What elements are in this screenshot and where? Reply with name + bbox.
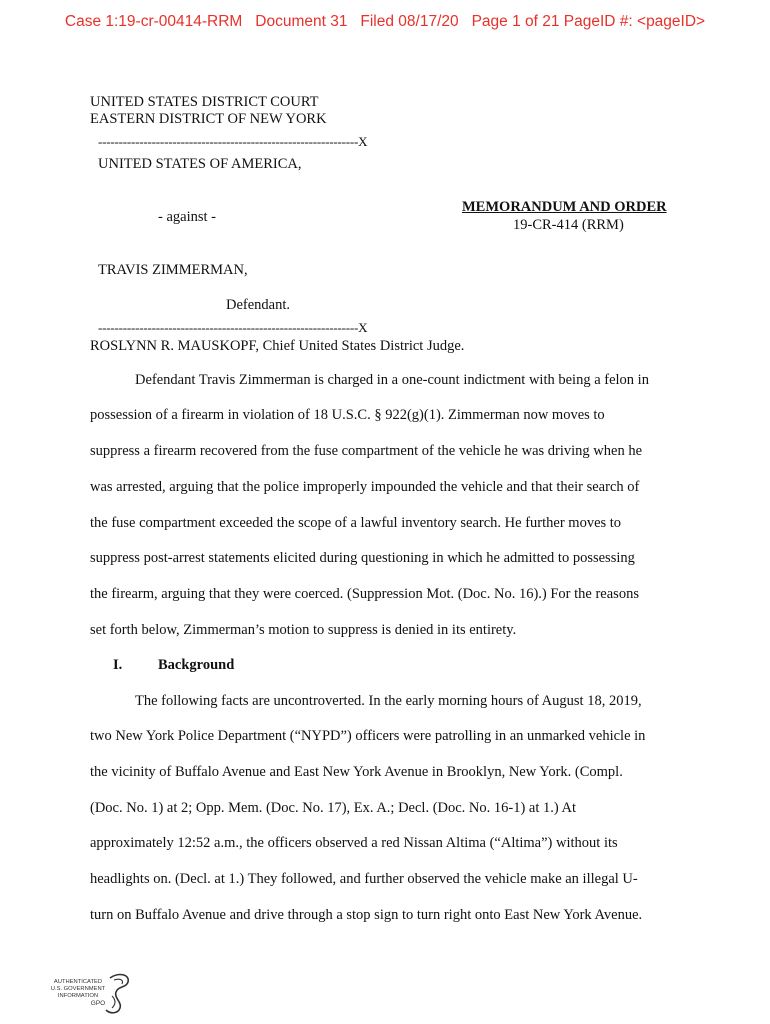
paragraph-line: possession of a firearm in violation of 18 U.S.C. § 922(g)(1). Zimmerman now moves to bbox=[90, 407, 605, 423]
document-number: Document 31 bbox=[255, 13, 348, 30]
paragraph-line: the vicinity of Buffalo Avenue and East New York Avenue in Brooklyn, New York. (Compl. bbox=[90, 764, 623, 780]
court-line-1: UNITED STATES DISTRICT COURT bbox=[90, 94, 319, 110]
paragraph-line: the firearm, arguing that they were coerced. (Suppression Mot. (Doc. No. 16).) For the reasons bbox=[90, 586, 639, 602]
gpo-authentication-seal bbox=[40, 970, 135, 1018]
paragraph-line: the fuse compartment exceeded the scope of a lawful inventory search. He further moves to bbox=[90, 515, 622, 531]
plaintiff-name: UNITED STATES OF AMERICA, bbox=[98, 156, 302, 172]
filing-header bbox=[0, 13, 770, 31]
page-info: Page 1 of 21 PageID #: <pageID> bbox=[471, 13, 706, 30]
seal-line-3: INFORMATION bbox=[57, 993, 99, 999]
section-number: I. bbox=[113, 657, 123, 673]
paragraph-line: turn on Buffalo Avenue and drive through a stop sign to turn right onto East New York Avenue. bbox=[90, 907, 643, 923]
eagle-icon bbox=[106, 975, 128, 1013]
judge-line: ROSLYNN R. MAUSKOPF, Chief United States District Judge. bbox=[90, 338, 465, 354]
docket-number: 19-CR-414 (RRM) bbox=[513, 217, 624, 233]
paragraph-line: set forth below, Zimmerman’s motion to suppress is denied in its entirety. bbox=[90, 622, 517, 638]
paragraph-line: headlights on. (Decl. at 1.) They followed, and further observed the vehicle make an illegal U- bbox=[90, 871, 638, 887]
paragraph-line: (Doc. No. 1) at 2; Opp. Mem. (Doc. No. 17), Ex. A.; Decl. (Doc. No. 16-1) at 1.) At bbox=[90, 800, 577, 816]
document-title: MEMORANDUM AND ORDER bbox=[462, 199, 667, 215]
paragraph-line: Defendant Travis Zimmerman is charged in a one-count indictment with being a felon in bbox=[135, 372, 649, 388]
case-number: Case 1:19-cr-00414-RRM bbox=[64, 13, 243, 30]
section-heading: Background bbox=[158, 657, 235, 673]
court-name bbox=[90, 94, 327, 128]
against-label: - against - bbox=[158, 209, 216, 225]
seal-line-2: U.S. GOVERNMENT bbox=[50, 986, 106, 992]
court-line-2: EASTERN DISTRICT OF NEW YORK bbox=[90, 111, 327, 127]
paragraph-line: approximately 12:52 a.m., the officers observed a red Nissan Altima (“Altima”) without its bbox=[90, 835, 618, 851]
paragraph-line: suppress post-arrest statements elicited during questioning in which he admitted to possessing bbox=[90, 550, 635, 566]
seal-line-1: AUTHENTICATED bbox=[53, 979, 103, 985]
caption-rule-bottom: ---------------------------------------------------------------X bbox=[98, 320, 368, 335]
paragraph-line: The following facts are uncontroverted. In the early morning hours of August 18, 2019, bbox=[135, 693, 642, 709]
filed-date: Filed 08/17/20 bbox=[360, 13, 459, 30]
defendant-name: TRAVIS ZIMMERMAN, bbox=[98, 262, 248, 278]
defendant-label: Defendant. bbox=[226, 297, 291, 313]
caption-rule-top: ---------------------------------------------------------------X bbox=[98, 134, 368, 149]
paragraph-line: suppress a firearm recovered from the fuse compartment of the vehicle he was driving when he bbox=[90, 443, 642, 459]
seal-line-4: GPO bbox=[90, 1000, 106, 1007]
paragraph-line: was arrested, arguing that the police improperly impounded the vehicle and that their search of bbox=[90, 479, 640, 495]
paragraph-line: two New York Police Department (“NYPD”) officers were patrolling in an unmarked vehicle in bbox=[90, 728, 646, 744]
